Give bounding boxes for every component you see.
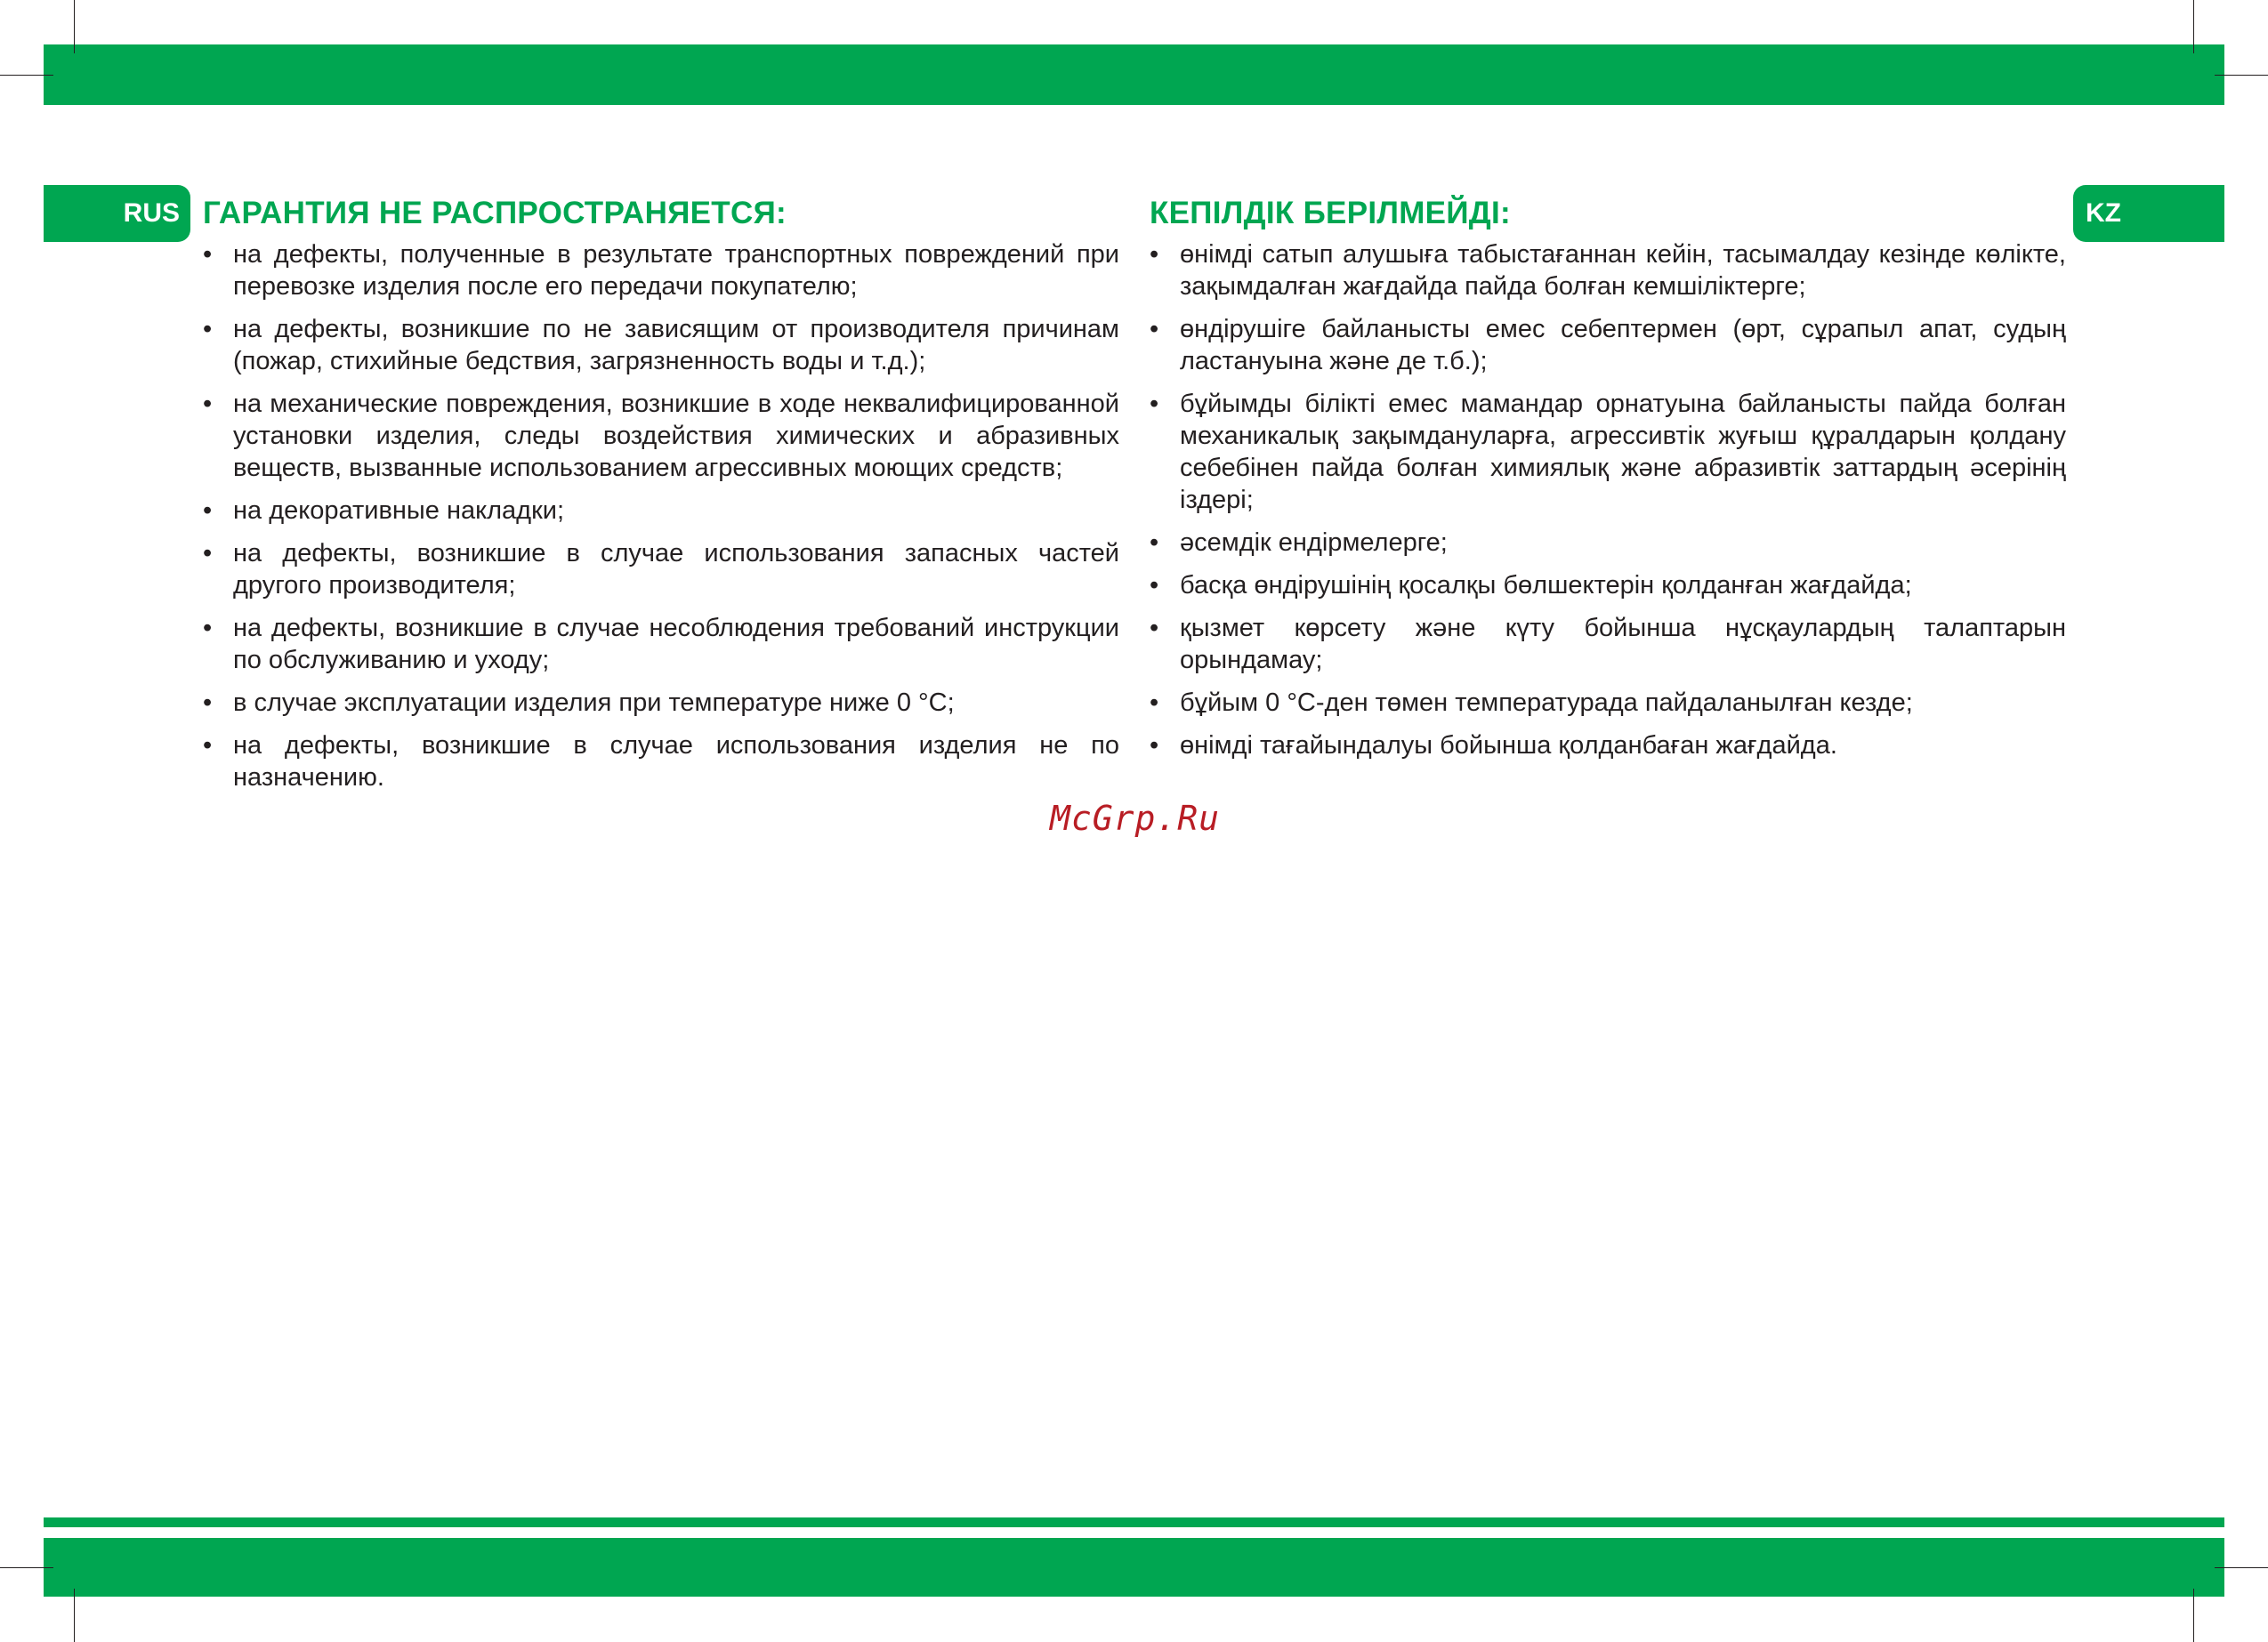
bullet-icon: • bbox=[1150, 528, 1159, 557]
section-heading-kz: КЕПІЛДІК БЕРІЛМЕЙДІ: bbox=[1150, 196, 1511, 230]
list-item-text: өндірушіге байланысты емес себептермен (өрт, сұрапыл апат, судың ластануына және де т.б.); bbox=[1180, 315, 2066, 375]
bullet-icon: • bbox=[203, 731, 213, 760]
list-item-text: на дефекты, возникшие по не зависящим от производителя причинам (пожар, стихийные бедствия, загрязненность воды и т.д.); bbox=[233, 315, 1119, 375]
list-item-text: қызмет көрсету және күту бойынша нұсқаулардың талаптарын орындамау; bbox=[1180, 614, 2066, 674]
bullet-icon: • bbox=[1150, 315, 1159, 343]
crop-mark-top-left-v bbox=[74, 0, 75, 53]
list-item-text: на дефекты, возникшие в случае использования запасных частей другого производителя; bbox=[233, 539, 1119, 600]
bullet-icon: • bbox=[1150, 571, 1159, 600]
section-heading-rus: ГАРАНТИЯ НЕ РАСПРОСТРАНЯЕТСЯ: bbox=[203, 196, 787, 230]
language-tab-kz: KZ bbox=[2073, 185, 2224, 242]
list-item bbox=[1150, 238, 2066, 302]
bullet-icon: • bbox=[1150, 731, 1159, 760]
list-item bbox=[1150, 388, 2066, 516]
warranty-exclusions-rus bbox=[203, 194, 1119, 804]
crop-mark-bottom-left-v bbox=[74, 1589, 75, 1642]
list-item bbox=[203, 388, 1119, 484]
bullet-icon: • bbox=[203, 390, 213, 418]
list-item bbox=[1150, 729, 2066, 761]
exclusion-list-rus bbox=[203, 238, 1119, 793]
warranty-exclusions-kz bbox=[1150, 194, 2066, 772]
list-item-text: на декоративные накладки; bbox=[233, 496, 565, 525]
crop-mark-bottom-right-v bbox=[2193, 1589, 2194, 1642]
crop-mark-bottom-right-h bbox=[2215, 1567, 2268, 1568]
list-item-text: на дефекты, полученные в результате транспортных повреждений при перевозке изделия после его передачи покупателю; bbox=[233, 240, 1119, 301]
exclusion-list-kz bbox=[1150, 238, 2066, 761]
bullet-icon: • bbox=[203, 539, 213, 567]
bullet-icon: • bbox=[203, 315, 213, 343]
bullet-icon: • bbox=[203, 496, 213, 525]
list-item bbox=[1150, 569, 2066, 601]
bullet-icon: • bbox=[203, 240, 213, 269]
list-item bbox=[203, 729, 1119, 793]
list-item bbox=[1150, 527, 2066, 559]
list-item-text: бұйым 0 °С-ден төмен температурада пайдаланылған кезде; bbox=[1180, 688, 1913, 717]
bullet-icon: • bbox=[1150, 688, 1159, 717]
list-item bbox=[203, 313, 1119, 377]
list-item-text: на механические повреждения, возникшие в ходе неквалифицированной установки изделия, следы воздействия химических и абразивных веществ, вызванные использованием агрессивных моющих средств; bbox=[233, 390, 1119, 482]
list-item bbox=[203, 612, 1119, 676]
list-item bbox=[1150, 612, 2066, 676]
crop-mark-top-right-h bbox=[2215, 75, 2268, 76]
bullet-icon: • bbox=[1150, 614, 1159, 642]
list-item bbox=[1150, 313, 2066, 377]
language-tab-rus: RUS bbox=[44, 185, 190, 242]
list-item-text: басқа өндірушінің қосалқы бөлшектерін қолданған жағдайда; bbox=[1180, 571, 1912, 600]
crop-mark-bottom-left-h bbox=[0, 1567, 53, 1568]
top-header-band bbox=[44, 44, 2224, 105]
crop-mark-top-right-v bbox=[2193, 0, 2194, 53]
list-item-text: әсемдік ендірмелерге; bbox=[1180, 528, 1448, 557]
bullet-icon: • bbox=[1150, 390, 1159, 418]
bullet-icon: • bbox=[203, 688, 213, 717]
bullet-icon: • bbox=[1150, 240, 1159, 269]
footer-band bbox=[44, 1538, 2224, 1597]
list-item bbox=[203, 495, 1119, 527]
list-item bbox=[203, 687, 1119, 719]
list-item bbox=[203, 238, 1119, 302]
crop-mark-top-left-h bbox=[0, 75, 53, 76]
list-item bbox=[203, 537, 1119, 601]
watermark: McGrp.Ru bbox=[1050, 799, 1221, 838]
list-item bbox=[1150, 687, 2066, 719]
footer-thin-band bbox=[44, 1517, 2224, 1527]
list-item-text: бұйымды білікті емес мамандар орнатуына байланысты пайда болған механикалық зақымдануларға, агрессивтік жуғыш құралдарын қолдану себебінен пайда болған химиялық және абразивтік заттардың әсерінің іздері; bbox=[1180, 390, 2066, 514]
list-item-text: өнімді сатып алушыға табыстағаннан кейін, тасымалдау кезінде көлікте, зақымдалған жағдайда пайда болған кемшіліктерге; bbox=[1180, 240, 2066, 301]
list-item-text: в случае эксплуатации изделия при температуре ниже 0 °С; bbox=[233, 688, 955, 717]
bullet-icon: • bbox=[203, 614, 213, 642]
list-item-text: на дефекты, возникшие в случае использования изделия не по назначению. bbox=[233, 731, 1119, 792]
list-item-text: өнімді тағайындалуы бойынша қолданбаған жағдайда. bbox=[1180, 731, 1837, 760]
list-item-text: на дефекты, возникшие в случае несоблюдения требований инструкции по обслуживанию и уходу; bbox=[233, 614, 1119, 674]
